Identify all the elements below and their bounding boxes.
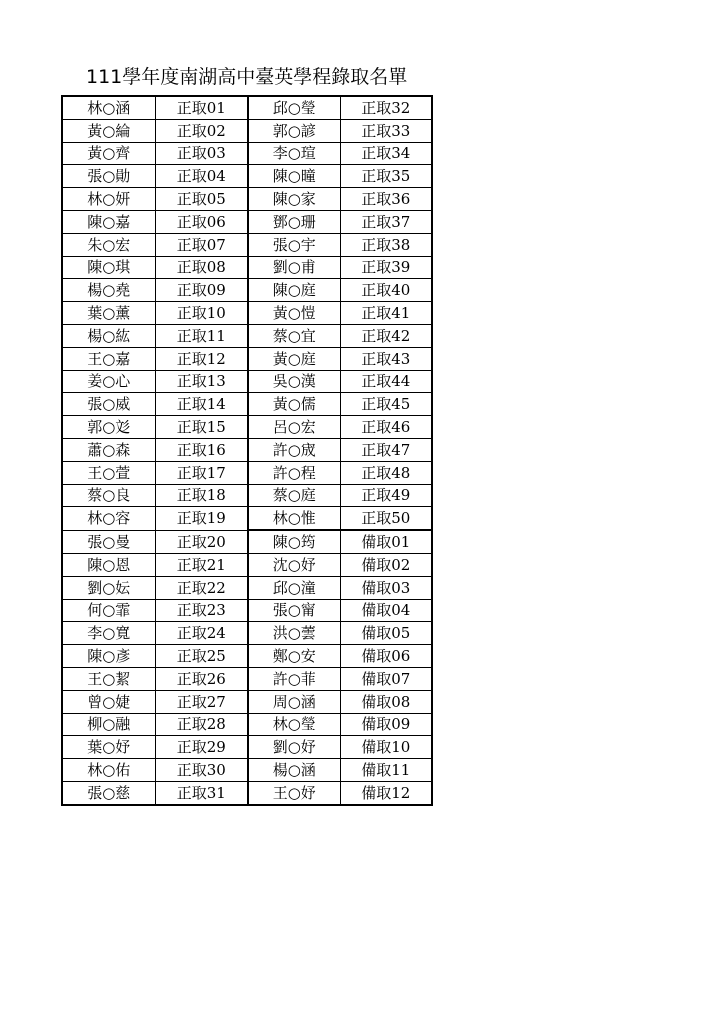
student-name: 許○宬 xyxy=(248,438,340,461)
table-row xyxy=(62,553,432,576)
student-name: 劉○甫 xyxy=(248,256,340,279)
admission-status: 正取02 xyxy=(155,119,248,142)
student-name: 蕭○森 xyxy=(62,438,155,461)
table-row xyxy=(62,233,432,256)
student-name: 黃○綸 xyxy=(62,119,155,142)
admission-status: 正取33 xyxy=(340,119,432,142)
admission-status: 正取35 xyxy=(340,165,432,188)
student-name: 張○曼 xyxy=(62,530,155,553)
admission-status: 正取36 xyxy=(340,188,432,211)
admission-status: 正取11 xyxy=(155,324,248,347)
table-row xyxy=(62,599,432,622)
student-name: 林○佑 xyxy=(62,759,155,782)
student-name: 朱○宏 xyxy=(62,233,155,256)
student-name: 蔡○庭 xyxy=(248,484,340,507)
student-name: 沈○妤 xyxy=(248,553,340,576)
table-row xyxy=(62,507,432,530)
student-name: 陳○庭 xyxy=(248,279,340,302)
admission-status: 正取42 xyxy=(340,324,432,347)
student-name: 林○惟 xyxy=(248,507,340,530)
admission-status: 正取16 xyxy=(155,438,248,461)
student-name: 周○涵 xyxy=(248,690,340,713)
student-name: 呂○宏 xyxy=(248,416,340,439)
table-row xyxy=(62,438,432,461)
admission-status: 正取49 xyxy=(340,484,432,507)
page-title: 111學年度南湖高中臺英學程錄取名單 xyxy=(86,66,408,88)
admission-status: 正取03 xyxy=(155,142,248,165)
student-name: 邱○潼 xyxy=(248,576,340,599)
admission-status: 備取05 xyxy=(340,622,432,645)
admission-status: 正取41 xyxy=(340,302,432,325)
student-name: 葉○妤 xyxy=(62,736,155,759)
student-name: 黃○庭 xyxy=(248,347,340,370)
admission-status: 正取01 xyxy=(155,96,248,119)
admission-status: 正取09 xyxy=(155,279,248,302)
admission-status: 正取17 xyxy=(155,461,248,484)
admission-status: 正取45 xyxy=(340,393,432,416)
student-name: 楊○涵 xyxy=(248,759,340,782)
admission-status: 正取25 xyxy=(155,645,248,668)
admission-status: 正取32 xyxy=(340,96,432,119)
student-name: 許○菲 xyxy=(248,667,340,690)
admission-status: 備取07 xyxy=(340,667,432,690)
table-row xyxy=(62,530,432,553)
table-row xyxy=(62,622,432,645)
admission-status: 正取47 xyxy=(340,438,432,461)
student-name: 黃○儒 xyxy=(248,393,340,416)
table-row xyxy=(62,324,432,347)
admission-status: 備取12 xyxy=(340,781,432,804)
student-name: 劉○妤 xyxy=(248,736,340,759)
admission-status: 正取48 xyxy=(340,461,432,484)
student-name: 郭○諺 xyxy=(248,119,340,142)
student-name: 李○瑄 xyxy=(248,142,340,165)
student-name: 黃○齊 xyxy=(62,142,155,165)
admission-status: 正取04 xyxy=(155,165,248,188)
student-name: 葉○薰 xyxy=(62,302,155,325)
admission-status: 正取29 xyxy=(155,736,248,759)
student-name: 陳○曈 xyxy=(248,165,340,188)
table-row xyxy=(62,759,432,782)
admission-status: 備取11 xyxy=(340,759,432,782)
admission-status: 正取18 xyxy=(155,484,248,507)
admission-status: 正取10 xyxy=(155,302,248,325)
admission-status: 備取08 xyxy=(340,690,432,713)
admission-status: 正取30 xyxy=(155,759,248,782)
student-name: 王○妤 xyxy=(248,781,340,804)
table-row xyxy=(62,302,432,325)
admission-status: 正取38 xyxy=(340,233,432,256)
table-row xyxy=(62,188,432,211)
admission-status: 正取15 xyxy=(155,416,248,439)
admission-status: 正取27 xyxy=(155,690,248,713)
student-name: 王○絜 xyxy=(62,667,155,690)
student-name: 陳○筠 xyxy=(248,530,340,553)
table-row xyxy=(62,645,432,668)
student-name: 陳○嘉 xyxy=(62,210,155,233)
table-row xyxy=(62,210,432,233)
table-row xyxy=(62,256,432,279)
admission-status: 正取50 xyxy=(340,507,432,530)
admission-status: 正取26 xyxy=(155,667,248,690)
student-name: 陳○琪 xyxy=(62,256,155,279)
admission-status: 正取19 xyxy=(155,507,248,530)
admission-status: 正取22 xyxy=(155,576,248,599)
admission-status: 正取31 xyxy=(155,781,248,804)
admission-status: 備取10 xyxy=(340,736,432,759)
admission-status: 正取24 xyxy=(155,622,248,645)
admission-status: 正取44 xyxy=(340,370,432,393)
admission-status: 備取02 xyxy=(340,553,432,576)
admission-status: 正取43 xyxy=(340,347,432,370)
student-name: 王○嘉 xyxy=(62,347,155,370)
admission-status: 正取28 xyxy=(155,713,248,736)
student-name: 柳○融 xyxy=(62,713,155,736)
student-name: 陳○彥 xyxy=(62,645,155,668)
admission-status: 正取39 xyxy=(340,256,432,279)
admission-status: 正取07 xyxy=(155,233,248,256)
admission-status: 正取23 xyxy=(155,599,248,622)
admission-status: 正取34 xyxy=(340,142,432,165)
student-name: 陳○家 xyxy=(248,188,340,211)
student-name: 林○妍 xyxy=(62,188,155,211)
student-name: 劉○妘 xyxy=(62,576,155,599)
table-row xyxy=(62,416,432,439)
student-name: 鄭○安 xyxy=(248,645,340,668)
admission-status: 正取06 xyxy=(155,210,248,233)
table-row xyxy=(62,713,432,736)
table-row xyxy=(62,576,432,599)
admission-status: 正取46 xyxy=(340,416,432,439)
table-row xyxy=(62,165,432,188)
table-row xyxy=(62,690,432,713)
student-name: 蔡○宜 xyxy=(248,324,340,347)
student-name: 楊○紘 xyxy=(62,324,155,347)
admission-status: 備取06 xyxy=(340,645,432,668)
table-row xyxy=(62,279,432,302)
student-name: 姜○心 xyxy=(62,370,155,393)
student-name: 張○甯 xyxy=(248,599,340,622)
student-name: 洪○蕓 xyxy=(248,622,340,645)
student-name: 黃○愷 xyxy=(248,302,340,325)
student-name: 鄧○珊 xyxy=(248,210,340,233)
admission-status: 正取05 xyxy=(155,188,248,211)
admission-status: 正取20 xyxy=(155,530,248,553)
student-name: 邱○瑩 xyxy=(248,96,340,119)
admission-status: 正取21 xyxy=(155,553,248,576)
table-row xyxy=(62,736,432,759)
admission-status: 正取40 xyxy=(340,279,432,302)
admission-status: 正取37 xyxy=(340,210,432,233)
student-name: 曾○婕 xyxy=(62,690,155,713)
table-row xyxy=(62,370,432,393)
table-row xyxy=(62,667,432,690)
student-name: 蔡○良 xyxy=(62,484,155,507)
table-row xyxy=(62,119,432,142)
student-name: 張○宇 xyxy=(248,233,340,256)
student-name: 陳○恩 xyxy=(62,553,155,576)
table-row xyxy=(62,781,432,804)
student-name: 張○勛 xyxy=(62,165,155,188)
admission-status: 正取12 xyxy=(155,347,248,370)
admission-list-body xyxy=(62,96,432,805)
table-row xyxy=(62,142,432,165)
admission-status: 備取09 xyxy=(340,713,432,736)
student-name: 林○涵 xyxy=(62,96,155,119)
admission-status: 正取08 xyxy=(155,256,248,279)
table-row xyxy=(62,96,432,119)
student-name: 許○程 xyxy=(248,461,340,484)
student-name: 何○霏 xyxy=(62,599,155,622)
student-name: 吳○漢 xyxy=(248,370,340,393)
student-name: 張○慈 xyxy=(62,781,155,804)
student-name: 王○萱 xyxy=(62,461,155,484)
admission-status: 正取13 xyxy=(155,370,248,393)
student-name: 林○瑩 xyxy=(248,713,340,736)
table-row xyxy=(62,393,432,416)
table-row xyxy=(62,484,432,507)
student-name: 張○威 xyxy=(62,393,155,416)
table-row xyxy=(62,461,432,484)
student-name: 林○容 xyxy=(62,507,155,530)
admission-list-table xyxy=(61,95,433,806)
student-name: 李○寬 xyxy=(62,622,155,645)
admission-status: 正取14 xyxy=(155,393,248,416)
student-name: 郭○彣 xyxy=(62,416,155,439)
admission-status: 備取01 xyxy=(340,530,432,553)
admission-status: 備取04 xyxy=(340,599,432,622)
admission-status: 備取03 xyxy=(340,576,432,599)
table-row xyxy=(62,347,432,370)
student-name: 楊○堯 xyxy=(62,279,155,302)
